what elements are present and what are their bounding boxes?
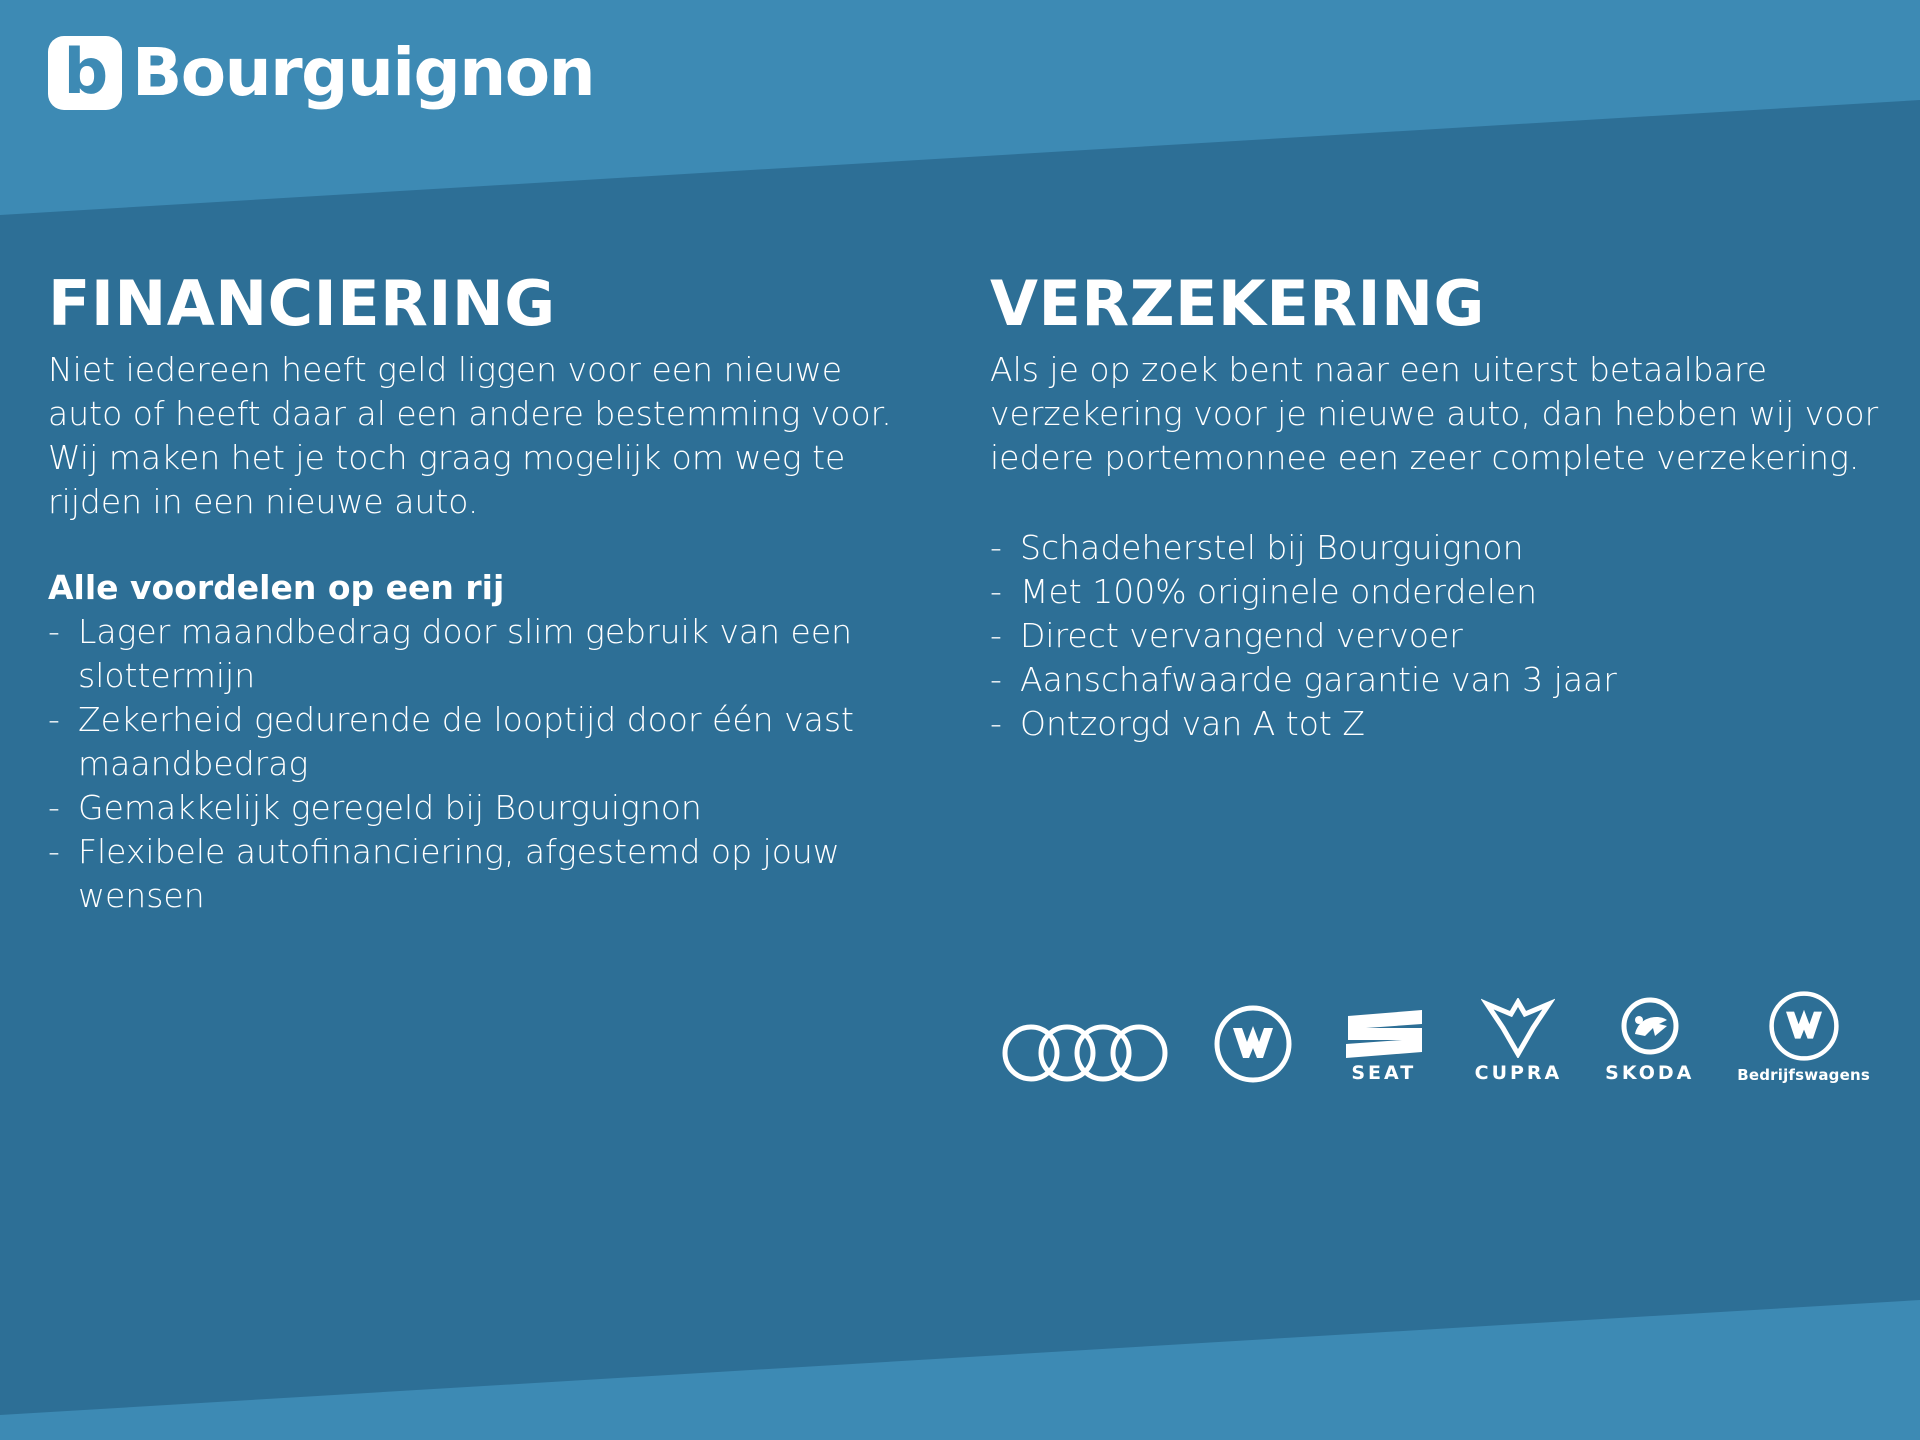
list-item: - Direct vervangend vervoer xyxy=(990,614,1910,658)
cupra-emblem-icon xyxy=(1481,998,1555,1058)
cupra-logo xyxy=(1475,998,1563,1084)
volkswagen-vw-icon xyxy=(1768,990,1840,1062)
brand-logo-row xyxy=(1000,990,1870,1084)
poster-header xyxy=(0,0,1920,215)
list-item: - Schadeherstel bij Bourguignon xyxy=(990,526,1910,570)
column-financiering xyxy=(48,267,948,918)
financiering-intro: Niet iedereen heeft geld liggen voor een nieuwe auto of heeft daar al een andere bestemming voor. Wij maken het je toch graag mogelijk om weg te rijden in een nieuwe auto. xyxy=(48,350,892,521)
column-verzekering xyxy=(990,267,1910,918)
audi-rings-icon xyxy=(1000,1022,1170,1084)
verzekering-title: VERZEKERING xyxy=(990,267,1485,340)
volkswagen-logo xyxy=(1213,1004,1293,1084)
verzekering-bullet-list xyxy=(990,526,1910,746)
seat-logo xyxy=(1336,1006,1432,1084)
list-item: - Ontzorgd van A tot Z xyxy=(990,702,1910,746)
list-item: - Met 100% originele onderdelen xyxy=(990,570,1910,614)
financiering-subhead: Alle voordelen op een rij xyxy=(48,568,505,607)
cupra-caption: CUPRA xyxy=(1474,1062,1563,1084)
volkswagen-bedrijfswagens-caption: Bedrijfswagens xyxy=(1737,1066,1870,1084)
financiering-bullet-list xyxy=(48,610,948,918)
audi-logo xyxy=(1000,1022,1170,1084)
content-columns xyxy=(0,267,1920,918)
skoda-winged-arrow-icon xyxy=(1615,996,1685,1058)
verzekering-intro: Als je op zoek bent naar een uiterst betaalbare verzekering voor je nieuwe auto, dan hebben wij voor iedere portemonnee een zeer complete verzekering. xyxy=(990,350,1879,477)
list-item: - Flexibele autofinanciering, afgestemd op jouw wensen xyxy=(48,830,948,918)
list-item: - Aanschafwaarde garantie van 3 jaar xyxy=(990,658,1910,702)
financiering-title: FINANCIERING xyxy=(48,267,556,340)
volkswagen-bedrijfswagens-logo xyxy=(1737,990,1870,1084)
skoda-logo xyxy=(1605,996,1694,1084)
seat-s-icon xyxy=(1336,1006,1432,1058)
skoda-caption: SKODA xyxy=(1605,1062,1695,1084)
brand-logo xyxy=(48,36,594,110)
brand-logo-mark: b xyxy=(48,36,122,110)
verzekering-spacer xyxy=(990,480,1910,526)
volkswagen-vw-icon xyxy=(1213,1004,1293,1084)
brand-logo-text: Bourguignon xyxy=(132,34,595,111)
list-item: - Gemakkelijk geregeld bij Bourguignon xyxy=(48,786,948,830)
list-item: - Zekerheid gedurende de looptijd door één vast maandbedrag xyxy=(48,698,948,786)
list-item: - Lager maandbedrag door slim gebruik van een slottermijn xyxy=(48,610,948,698)
seat-caption: SEAT xyxy=(1351,1062,1417,1084)
